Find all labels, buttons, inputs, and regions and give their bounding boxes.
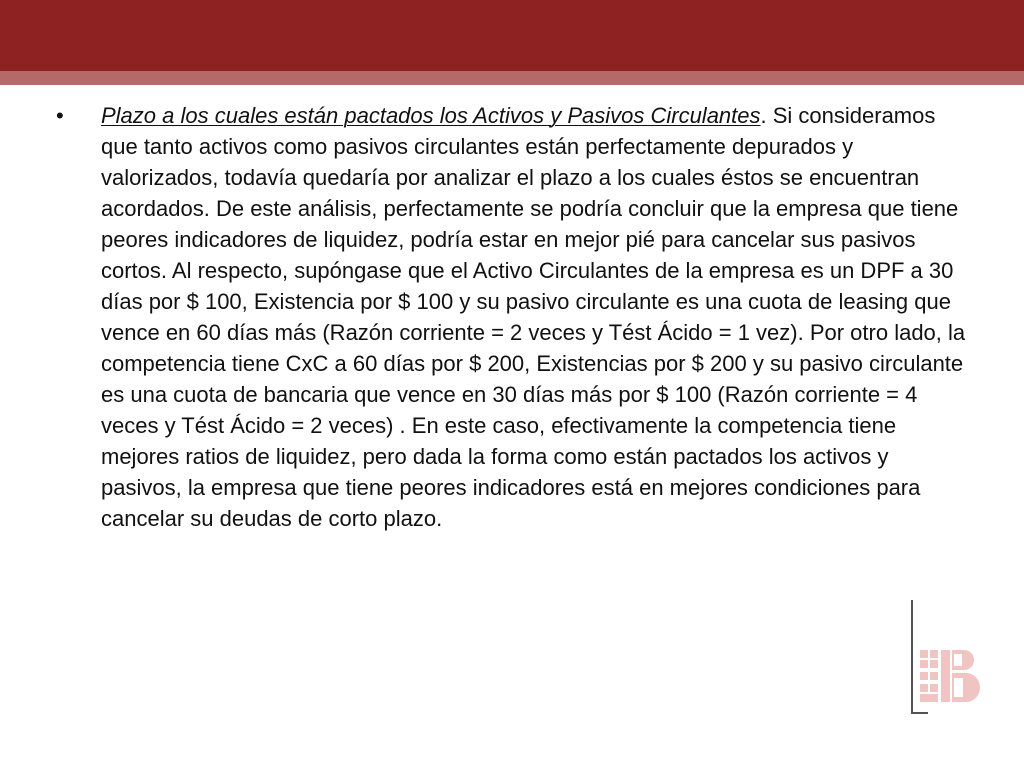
bullet-item	[56, 100, 971, 534]
logo-divider	[911, 600, 913, 714]
logo-divider-foot	[911, 712, 928, 714]
bullet-body: . Si consideramos que tanto activos como pasivos circulantes están perfectamente depurados y valorizados, todavía quedaría por analizar el plazo a los cuales éstos se encuentran acordados. De este análisis, perfectamente se podría concluir que la empresa que tiene peores indicadores de liquidez, podría estar en mejor pié para cancelar sus pasivos cortos. Al respecto, supóngase que el Activo Circulantes de la empresa es un DPF a 30 días por $ 100, Existencia por $ 100 y su pasivo circulante es una cuota de leasing que vence en 60 días más (Razón corriente = 2 veces y Tést Ácido = 1 vez). Por otro lado, la competencia tiene CxC a 60 días por $ 200, Existencias por $ 200 y su pasivo circulante es una cuota de bancaria que vence en 30 días más por $ 100 (Razón corriente = 4 veces y Tést Ácido = 2 veces) . En este caso, efectivamente la competencia tiene mejores ratios de liquidez, pero dada la forma como están pactados los activos y pasivos, la empresa que tiene peores indicadores está en mejores condiciones para cancelar su deudas de corto plazo.	[101, 103, 966, 531]
bullet-icon: •	[56, 103, 64, 128]
slide-content	[56, 100, 971, 534]
ib-logo-icon	[920, 650, 980, 702]
header-stripe	[0, 71, 1024, 85]
header-band	[0, 0, 1024, 71]
bullet-title: Plazo a los cuales están pactados los Activos y Pasivos Circulantes	[101, 103, 761, 128]
